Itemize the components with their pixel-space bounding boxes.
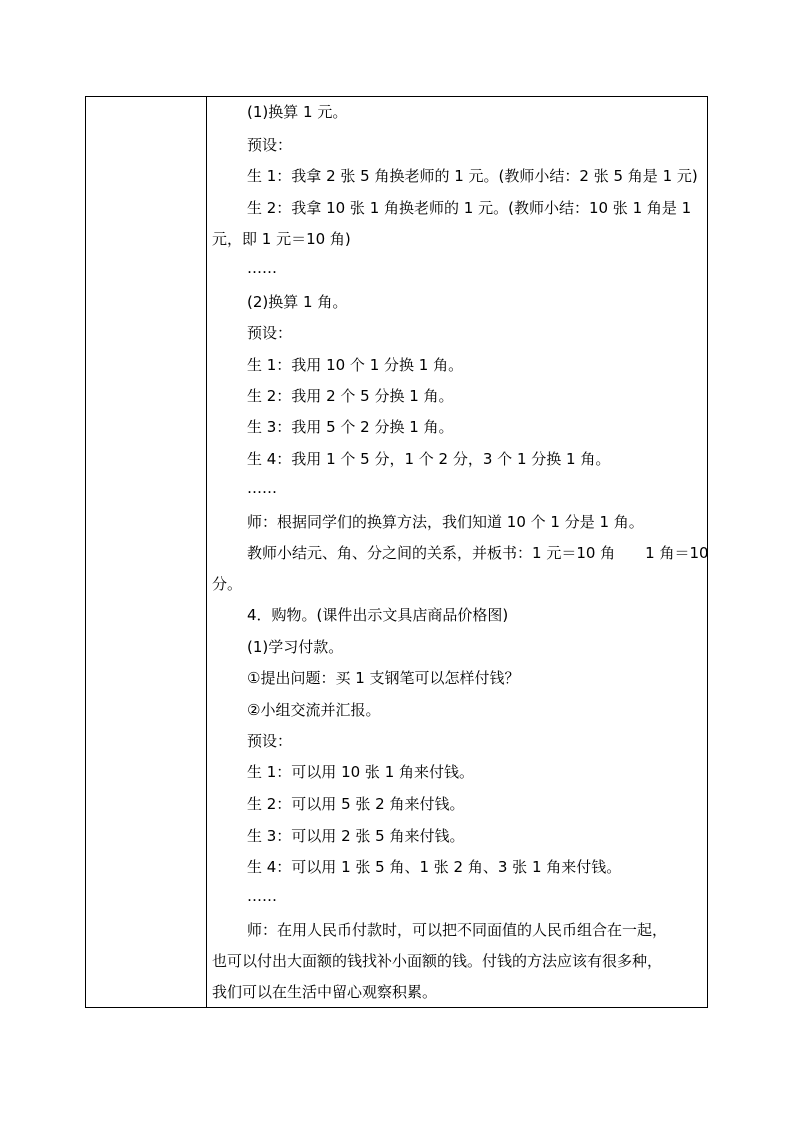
text-line: 生 4：可以用 1 张 5 角、1 张 2 角、3 张 1 角来付钱。 [247, 858, 622, 876]
text-line: 生 3：我用 5 个 2 分换 1 角。 [247, 418, 454, 436]
text-line: 预设： [247, 732, 293, 750]
text-line: 也可以付出大面额的钱找补小面额的钱。付钱的方法应该有很多种， [212, 952, 663, 970]
text-line: 预设： [247, 136, 293, 154]
text-line: 元，即 1 元＝10 角) [212, 230, 351, 248]
text-line: 我们可以在生活中留心观察积累。 [212, 983, 438, 1001]
text-line: 生 1：我拿 2 张 5 角换老师的 1 元。(教师小结：2 张 5 角是 1 元) [247, 167, 698, 185]
text-line: ②小组交流并汇报。 [247, 701, 381, 719]
text-line: …… [247, 479, 277, 497]
text-line: 教师小结元、角、分之间的关系，并板书：1 元＝10 角 1 角＝10 [247, 544, 709, 562]
left-column-cell [86, 97, 207, 1007]
text-line: ①提出问题：买 1 支钢笔可以怎样付钱？ [247, 669, 520, 687]
text-line: …… [247, 887, 277, 905]
text-line: 生 4：我用 1 个 5 分，1 个 2 分，3 个 1 分换 1 角。 [247, 450, 611, 468]
text-line: 生 3：可以用 2 张 5 角来付钱。 [247, 827, 465, 845]
text-line: 师：根据同学们的换算方法，我们知道 10 个 1 分是 1 角。 [247, 513, 644, 531]
text-line: 生 2：可以用 5 张 2 角来付钱。 [247, 795, 465, 813]
text-line: 预设： [247, 324, 293, 342]
text-line: 4．购物。(课件出示文具店商品价格图) [247, 606, 509, 624]
lesson-table [85, 96, 708, 1008]
text-line: …… [247, 259, 277, 277]
content-cell [207, 97, 707, 1007]
text-line: (2)换算 1 角。 [247, 293, 348, 311]
text-line: 师：在用人民币付款时，可以把不同面值的人民币组合在一起， [247, 921, 668, 939]
text-line: 生 2：我拿 10 张 1 角换老师的 1 元。(教师小结：10 张 1 角是 1 [247, 199, 692, 217]
text-line: 生 1：可以用 10 张 1 角来付钱。 [247, 763, 475, 781]
text-line: (1)换算 1 元。 [247, 103, 348, 121]
text-line: (1)学习付款。 [247, 638, 344, 656]
text-line: 生 1：我用 10 个 1 分换 1 角。 [247, 356, 464, 374]
text-line: 分。 [212, 575, 243, 593]
text-line: 生 2：我用 2 个 5 分换 1 角。 [247, 387, 454, 405]
